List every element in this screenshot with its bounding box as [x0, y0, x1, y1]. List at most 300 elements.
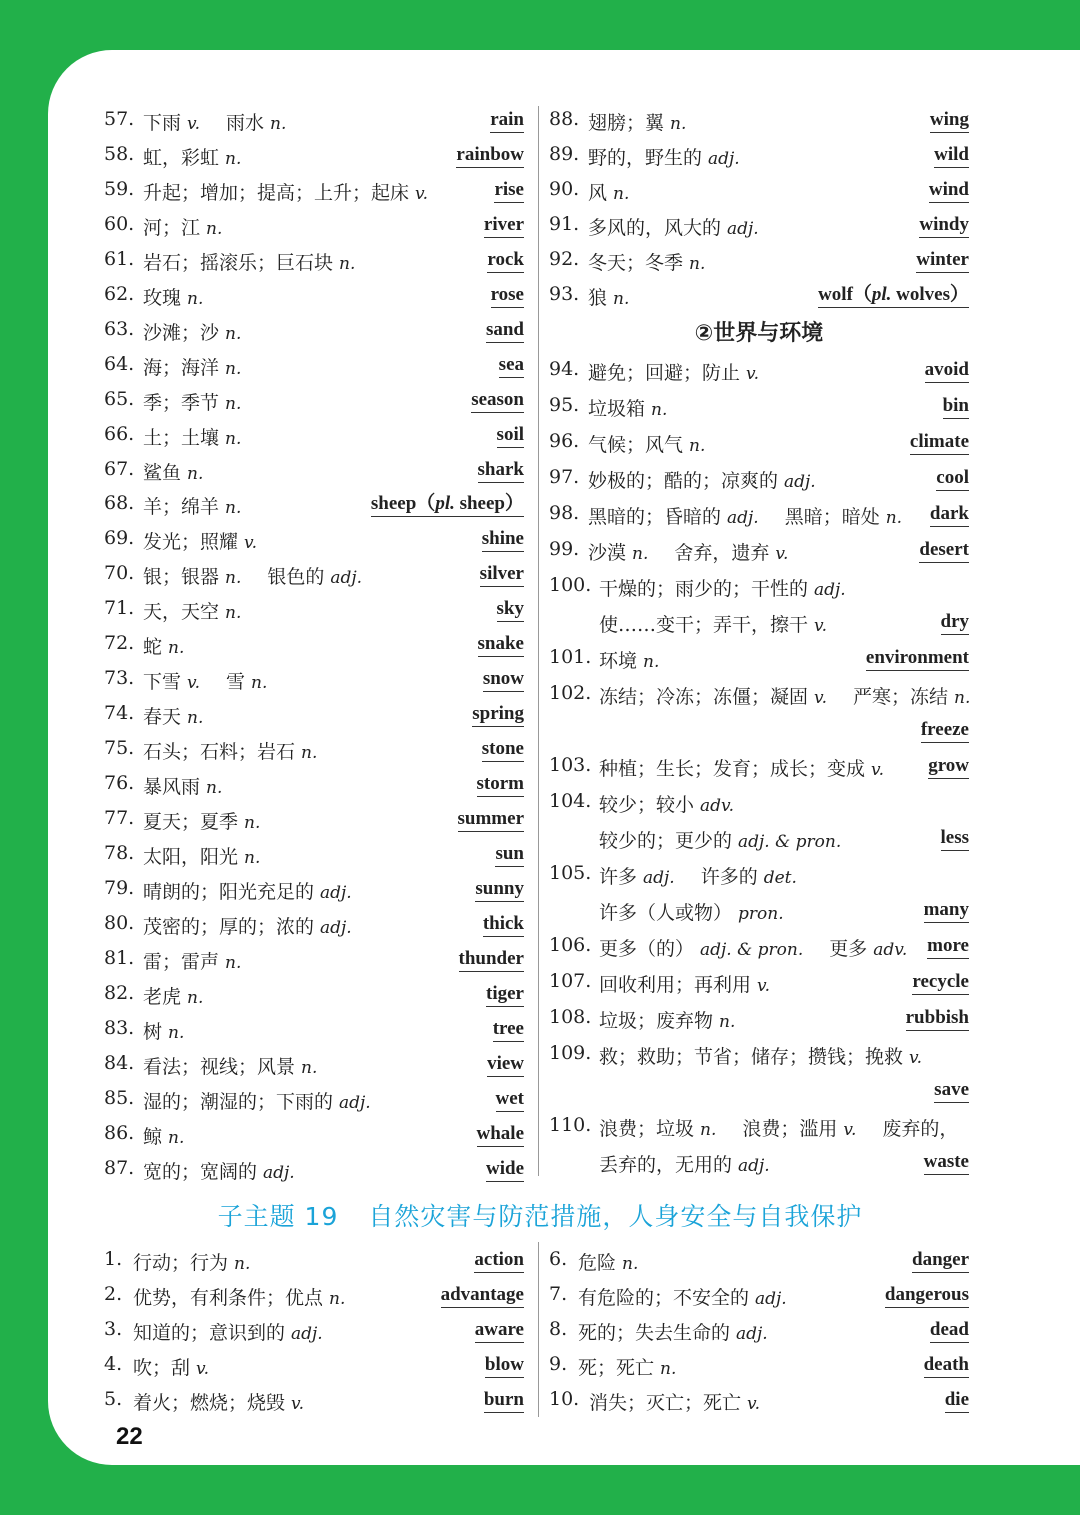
english-word: die [945, 1389, 969, 1413]
entry-chinese [599, 574, 846, 601]
vocab-entry [549, 1384, 969, 1416]
entry-chinese [143, 178, 428, 205]
chinese-meaning: 干燥的；雨少的；干性的 [599, 578, 809, 600]
part-of-speech: v. [187, 114, 201, 134]
entry-number: 101. [549, 646, 592, 668]
vocab-entry [549, 174, 969, 206]
vocab-entry [104, 593, 524, 625]
vocab-entry [549, 786, 969, 818]
part-of-speech: n. [670, 114, 687, 134]
chinese-meaning: 避免；回避；防止 [588, 362, 741, 384]
entry-number: 105. [549, 862, 592, 884]
column-divider [538, 106, 539, 1176]
part-of-speech-2: n. [954, 688, 971, 708]
part-of-speech: n. [225, 358, 242, 379]
english-word: view [487, 1053, 524, 1077]
part-of-speech: n. [329, 1288, 346, 1309]
part-of-speech: adj. & pron. [700, 940, 804, 960]
vocab-entry [549, 104, 969, 136]
entry-number: 1. [104, 1248, 123, 1270]
english-word: desert [919, 539, 969, 563]
vocab-entry [549, 750, 969, 782]
chinese-meaning: 老虎 [143, 985, 182, 1008]
chinese-meaning: 知道的；意识到的 [133, 1321, 286, 1344]
part-of-speech: n. [643, 652, 660, 672]
part-of-speech: n. [632, 544, 649, 564]
part-of-speech: n. [700, 1120, 717, 1140]
english-word: save [934, 1079, 969, 1103]
entry-number: 87. [104, 1156, 135, 1179]
entry-number: 62. [104, 282, 135, 305]
chinese-meaning-2: 银色的 [267, 566, 325, 589]
entry-chinese [589, 1388, 760, 1415]
part-of-speech: adj. [784, 472, 816, 492]
english-word: danger [912, 1249, 969, 1273]
vocab-entry [104, 698, 524, 730]
vocab-entry [104, 523, 524, 555]
vocab-entry [549, 966, 969, 998]
vocab-entry [104, 1013, 524, 1045]
entry-number: 69. [104, 527, 135, 550]
chinese-meaning: 死的；失去生命的 [578, 1321, 731, 1344]
part-of-speech: adj. [814, 580, 846, 600]
vocab-entry [549, 426, 969, 458]
entry-chinese [133, 1388, 304, 1415]
vocab-entry [549, 1002, 969, 1034]
english-word: bin [943, 395, 969, 419]
entry-chinese [599, 970, 770, 997]
english-word: dark [930, 503, 969, 527]
entry-chinese [143, 1052, 317, 1079]
chinese-meaning: 宽的；宽阔的 [143, 1160, 258, 1183]
entry-number: 4. [104, 1352, 123, 1375]
entry-chinese [588, 143, 740, 170]
vocab-entry [549, 1314, 969, 1346]
vocab-entry [549, 570, 969, 602]
entry-number: 95. [549, 394, 580, 416]
vocab-entry [549, 1279, 969, 1311]
part-of-speech: n. [225, 393, 242, 414]
vocab-entry [549, 1110, 969, 1142]
english-word: soil [497, 424, 524, 448]
english-word: shark [478, 459, 524, 483]
part-of-speech: pron. [738, 904, 784, 924]
english-word: sand [486, 319, 524, 343]
entry-chinese [143, 388, 241, 415]
entry-chinese [143, 842, 260, 869]
english-word: advantage [441, 1284, 524, 1308]
entry-number: 65. [104, 387, 135, 410]
part-of-speech-2: v. [775, 544, 789, 564]
chinese-meaning: 鲸 [143, 1125, 163, 1148]
vocab-entry [104, 174, 524, 206]
section-topic-number: 子主题 19 [217, 1202, 339, 1231]
chinese-meaning: 蛇 [143, 636, 163, 659]
vocab-entry [104, 768, 524, 800]
english-word: dangerous [885, 1284, 969, 1308]
english-word: sunny [475, 878, 524, 902]
chinese-meaning: 玫瑰 [143, 286, 182, 309]
entry-number: 58. [104, 142, 135, 165]
english-word: wolf（pl. wolves） [818, 284, 969, 308]
entry-chinese [143, 1157, 295, 1184]
entry-number: 6. [549, 1248, 568, 1270]
entry-number: 64. [104, 352, 135, 375]
vocab-entry [549, 498, 969, 530]
entry-chinese [143, 143, 241, 170]
chinese-meaning: 雷；雷声 [143, 950, 220, 973]
chinese-meaning: 较少的；更少的 [599, 830, 733, 852]
entry-chinese [143, 667, 267, 694]
part-of-speech-2: adj. [330, 568, 363, 589]
vocab-entry [104, 349, 524, 381]
english-word: wet [496, 1088, 524, 1112]
vocab-entry [104, 1083, 524, 1115]
vocab-entry [104, 244, 524, 276]
entry-chinese [588, 394, 667, 421]
entry-chinese [578, 1353, 676, 1380]
vocab-entry [549, 209, 969, 241]
entry-chinese [599, 862, 797, 889]
part-of-speech: n. [206, 778, 223, 799]
part-of-speech: n. [168, 638, 185, 659]
entry-chinese [588, 502, 902, 529]
entry-number: 110. [549, 1114, 592, 1136]
part-of-speech: n. [301, 1057, 318, 1078]
part-of-speech: n. [168, 1022, 185, 1043]
chinese-meaning: 春天 [143, 706, 182, 729]
english-word: environment [866, 647, 969, 671]
chinese-meaning: 鲨鱼 [143, 461, 182, 484]
chinese-meaning: 翅膀；翼 [588, 112, 665, 134]
part-of-speech-2: n. [885, 508, 903, 528]
entry-number: 93. [549, 282, 580, 305]
part-of-speech: v. [909, 1048, 923, 1068]
chinese-meaning: 死；死亡 [578, 1356, 655, 1379]
vocab-entry [104, 558, 524, 590]
part-of-speech: n. [689, 436, 706, 456]
section-subtitle: ②世界与环境 [694, 321, 824, 346]
chinese-meaning: 救；救助；节省；储存；攒钱；挽救 [599, 1046, 904, 1068]
english-word: dead [930, 1319, 969, 1343]
entry-number: 77. [104, 807, 135, 829]
vocab-entry [104, 1118, 524, 1150]
entry-chinese [599, 1042, 922, 1069]
entry-number: 2. [104, 1282, 123, 1305]
english-word: sun [495, 843, 524, 867]
entry-number: 61. [104, 247, 135, 270]
part-of-speech: v. [814, 616, 828, 636]
entry-chinese [588, 213, 759, 240]
entry-number: 68. [104, 492, 135, 515]
vocab-entry [104, 1279, 524, 1311]
entry-chinese [143, 877, 352, 904]
english-word: rose [491, 284, 524, 308]
part-of-speech: adj. [643, 868, 675, 888]
vocab-entry [549, 244, 969, 276]
chinese-meaning: 较少；较小 [599, 794, 695, 816]
english-word: less [941, 827, 970, 851]
english-word: shine [482, 528, 524, 552]
entry-number: 92. [549, 247, 580, 270]
chinese-meaning: 海；海洋 [143, 356, 220, 379]
vocab-entry [549, 390, 969, 422]
part-of-speech-2: n. [270, 114, 287, 134]
entry-chinese [143, 318, 241, 345]
entry-number: 89. [549, 142, 580, 165]
chinese-meaning: 着火；燃烧；烧毁 [133, 1391, 286, 1414]
part-of-speech: n. [719, 1012, 736, 1032]
chinese-meaning: 夏天；夏季 [143, 811, 239, 833]
entry-number: 60. [104, 212, 135, 235]
chinese-meaning: 气候；风气 [588, 434, 684, 456]
chinese-meaning-2: 更多 [829, 938, 868, 960]
entry-number: 5. [104, 1387, 123, 1410]
english-word: winter [916, 249, 969, 273]
part-of-speech: v. [814, 688, 828, 708]
entry-chinese [143, 1087, 371, 1114]
entry-chinese [143, 527, 257, 554]
chinese-meaning-2: 舍弃，遗弃 [674, 542, 770, 564]
english-word: death [924, 1354, 969, 1378]
chinese-meaning: 垃圾；废弃物 [599, 1010, 714, 1032]
entry-chinese [133, 1353, 209, 1380]
section-topic-name: 自然灾害与防范措施，人身安全与自我保护 [368, 1202, 863, 1231]
vocab-entry [549, 822, 969, 854]
chinese-meaning: 垃圾箱 [588, 398, 646, 420]
entry-chinese [143, 248, 355, 275]
english-word: freeze [921, 719, 969, 743]
part-of-speech: n. [187, 987, 204, 1008]
vocab-entry [549, 1038, 969, 1070]
part-of-speech: n. [206, 218, 223, 239]
chinese-meaning: 湿的；潮湿的；下雨的 [143, 1090, 334, 1113]
entry-chinese [143, 597, 241, 624]
entry-number: 90. [549, 177, 580, 200]
chinese-meaning: 野的，野生的 [588, 146, 703, 169]
vocab-column-right [549, 104, 969, 1184]
vocab-entry [549, 1349, 969, 1381]
english-word: rainbow [456, 144, 524, 168]
part-of-speech: v. [871, 760, 885, 780]
english-word: cool [936, 467, 969, 491]
entry-chinese [599, 610, 827, 637]
vocab-entry [104, 384, 524, 416]
chinese-meaning: 看法；视线；风景 [143, 1055, 296, 1078]
entry-chinese [599, 934, 907, 961]
entry-chinese [143, 702, 203, 729]
part-of-speech: n. [301, 743, 318, 764]
part-of-speech: adj. [736, 1323, 768, 1344]
entry-chinese [133, 1248, 250, 1275]
english-word: tree [493, 1018, 524, 1042]
entry-chinese [599, 826, 841, 853]
chinese-meaning: 危险 [578, 1252, 617, 1274]
entry-chinese [599, 646, 659, 673]
part-of-speech: n. [689, 253, 706, 274]
part-of-speech: v. [196, 1358, 210, 1379]
chinese-meaning: 环境 [599, 650, 638, 672]
vocab-entry [549, 894, 969, 926]
vocab-entry [104, 908, 524, 940]
part-of-speech: n. [339, 253, 356, 274]
vocab-entry [104, 104, 524, 136]
part-of-speech: n. [225, 603, 242, 624]
part-of-speech: n. [225, 428, 242, 449]
part-of-speech: adj. [727, 508, 759, 528]
part-of-speech: v. [757, 976, 771, 996]
entry-chinese [588, 466, 816, 493]
vocab-entry [104, 873, 524, 905]
entry-number: 79. [104, 876, 135, 899]
part-of-speech: n. [613, 288, 630, 309]
entry-number: 97. [549, 466, 580, 488]
entry-number: 73. [104, 667, 135, 690]
part-of-speech: adj. [708, 148, 740, 169]
bottom-column-left [104, 1244, 524, 1424]
entry-number: 103. [549, 754, 592, 776]
entry-number: 94. [549, 358, 580, 380]
part-of-speech: adj. [263, 1162, 295, 1183]
entry-number: 108. [549, 1006, 592, 1028]
entry-chinese [143, 213, 222, 240]
entry-number: 84. [104, 1051, 135, 1074]
chinese-meaning-2: 严寒；冻结 [853, 686, 949, 708]
vocab-entry [549, 462, 969, 494]
chinese-meaning: 天，天空 [143, 601, 220, 624]
entry-chinese [143, 807, 260, 834]
chinese-meaning: 吹；刮 [133, 1356, 191, 1379]
part-of-speech: v. [415, 183, 429, 204]
chinese-meaning: 回收利用；再利用 [599, 974, 752, 996]
entry-chinese [599, 1114, 958, 1141]
chinese-meaning: 沙漠 [588, 542, 627, 564]
vocab-entry [104, 733, 524, 765]
entry-number: 99. [549, 538, 580, 560]
chinese-meaning: 冻结；冷冻；冻僵；凝固 [599, 686, 809, 708]
chinese-meaning: 许多（人或物） [599, 902, 733, 924]
english-word: stone [482, 738, 524, 762]
entry-chinese [588, 178, 629, 205]
entry-chinese [599, 1150, 770, 1177]
part-of-speech: n. [613, 183, 630, 204]
part-of-speech: n. [225, 568, 242, 589]
entry-chinese [133, 1318, 323, 1345]
entry-number: 71. [104, 597, 135, 620]
column-divider [538, 1242, 539, 1417]
english-word: whale [477, 1123, 525, 1147]
bottom-column-right [549, 1244, 969, 1424]
chinese-meaning: 黑暗的；昏暗的 [588, 506, 722, 528]
vocab-entry [104, 279, 524, 311]
chinese-meaning-3: 废弃的， [882, 1118, 959, 1140]
entry-number: 76. [104, 772, 135, 795]
english-word: more [927, 935, 969, 959]
part-of-speech: n. [244, 847, 261, 868]
entry-chinese [143, 492, 241, 519]
entry-number: 10. [549, 1387, 580, 1410]
entry-number: 98. [549, 502, 580, 524]
entry-chinese [143, 912, 352, 939]
vocab-entry [549, 354, 969, 386]
part-of-speech: v. [291, 1393, 305, 1414]
english-word: rain [490, 109, 524, 133]
chinese-meaning: 更多（的） [599, 938, 695, 960]
entry-number: 80. [104, 911, 135, 934]
entry-chinese [143, 737, 317, 764]
vocab-entry [104, 943, 524, 975]
entry-chinese [143, 283, 203, 310]
chinese-meaning: 妙极的；酷的；凉爽的 [588, 470, 779, 492]
chinese-meaning: 土；土壤 [143, 426, 220, 449]
vocab-entry [104, 663, 524, 695]
chinese-meaning: 许多 [599, 866, 638, 888]
chinese-meaning: 丢弃的，无用的 [599, 1154, 733, 1176]
entry-number: 74. [104, 702, 135, 725]
english-word: rubbish [906, 1007, 969, 1031]
entry-chinese [599, 790, 734, 817]
english-word: climate [910, 431, 969, 455]
entry-number: 102. [549, 682, 592, 704]
chinese-meaning: 下雪 [143, 671, 182, 694]
part-of-speech-2: n. [251, 673, 268, 694]
chinese-meaning: 暴风雨 [143, 776, 201, 799]
entry-number: 91. [549, 212, 580, 235]
entry-number: 8. [549, 1317, 568, 1340]
chinese-meaning: 岩石；摇滚乐；巨石块 [143, 251, 334, 274]
chinese-meaning-2: 雪 [226, 671, 246, 694]
part-of-speech: adj. [755, 1288, 787, 1309]
entry-chinese [143, 353, 241, 380]
part-of-speech: n. [622, 1254, 639, 1274]
part-of-speech: n. [187, 463, 204, 484]
chinese-meaning: 石头；石料；岩石 [143, 741, 296, 764]
entry-chinese [578, 1283, 787, 1310]
chinese-meaning-2: 许多的 [700, 866, 758, 888]
vocab-entry [549, 534, 969, 566]
entry-number: 72. [104, 632, 135, 655]
entry-number: 57. [104, 108, 135, 130]
chinese-meaning: 多风的，风大的 [588, 216, 722, 239]
entry-number: 7. [549, 1282, 568, 1305]
vocab-entry [104, 1349, 524, 1381]
entry-chinese [588, 538, 788, 565]
english-word: aware [475, 1319, 524, 1343]
english-word: thunder [459, 948, 524, 972]
english-word: sky [497, 598, 524, 622]
vocab-entry [104, 419, 524, 451]
entry-chinese [588, 358, 759, 385]
english-word: blow [485, 1354, 524, 1378]
part-of-speech: adj. [738, 1156, 770, 1176]
part-of-speech: v. [187, 673, 201, 694]
english-word: grow [928, 755, 969, 779]
part-of-speech: n. [234, 1254, 251, 1274]
chinese-meaning: 有危险的；不安全的 [578, 1286, 750, 1309]
vocab-entry [104, 488, 524, 520]
part-of-speech: adj. [339, 1092, 371, 1113]
english-word: wide [486, 1158, 524, 1182]
english-word: action [474, 1249, 524, 1273]
part-of-speech-2: adv. [873, 940, 908, 960]
vocab-entry [549, 642, 969, 674]
entry-chinese [578, 1248, 638, 1275]
chinese-meaning: 种植；生长；发育；成长；变成 [599, 758, 866, 780]
vocab-entry [549, 1244, 969, 1276]
entry-chinese [133, 1283, 345, 1310]
chinese-meaning: 晴朗的；阳光充足的 [143, 880, 315, 903]
entry-number: 82. [104, 981, 135, 1004]
